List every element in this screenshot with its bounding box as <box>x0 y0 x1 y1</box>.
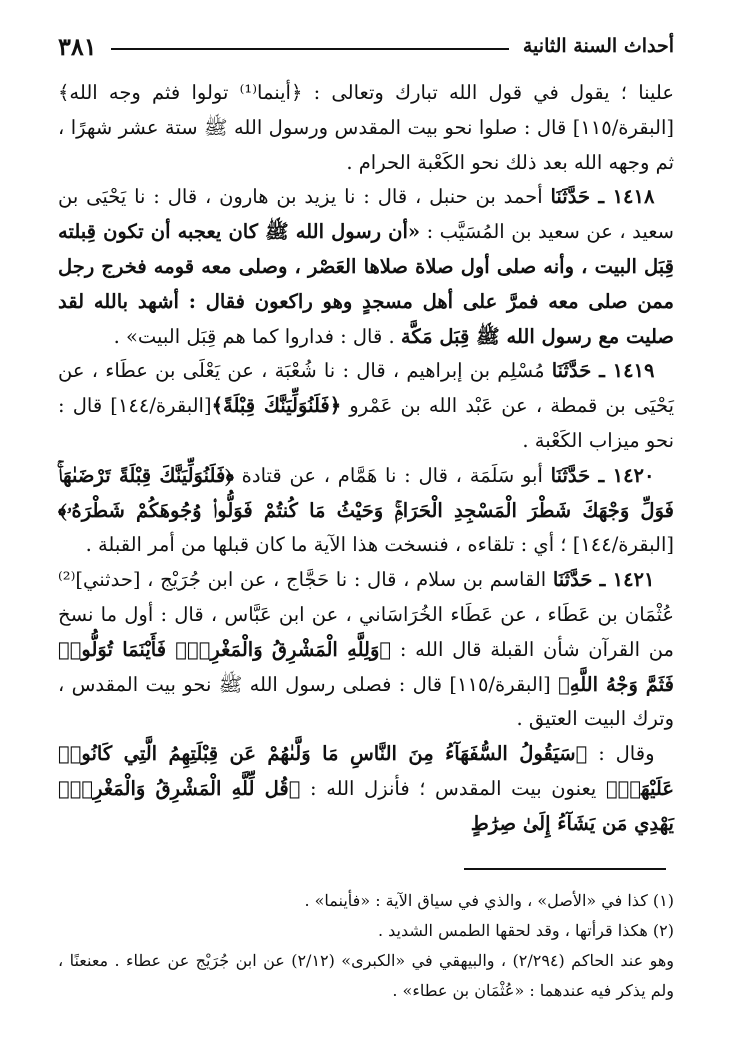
running-title: أحداث السنة الثانية <box>522 35 674 57</box>
hadith-text: وقال : <box>587 742 655 766</box>
hadith-isnad: أحمد بن حنبل ، قال : نا يزيد بن هارون ، قال : نا يَحْيَى بن سعيد ، عن سعيد بن المُسَيَّب : <box>58 185 674 244</box>
footnote-2-continued: وهو عند الحاكم (٢/٢٩٤) ، والبيهقي في «الكبرى» (٢/١٢) عن ابن جُرَيْج عن عطاء . معنعنًا ، ولم يذكر فيه عندهما : «عُثْمَان بن عطاء» . <box>58 951 674 1000</box>
footnotes <box>58 886 674 1006</box>
hadith-1421 <box>58 563 674 737</box>
quran-verse: ﴿فَلَنُوَلِّيَنَّكَ قِبْلَةً تَرْضَىٰهَاۚ فَوَلِّ وَجْهَكَ شَطْرَ الْمَسْجِدِ الْحَرَامِۚ وَحَيْثُ مَا كُنتُمْ فَوَلُّوا۟ وُجُوهَكُمْ شَطْرَهُۥ﴾ <box>58 463 674 522</box>
hadith-number: ١٤٢١ ـ حَدَّثَنَا <box>552 568 655 592</box>
footnote-2: (٢) هكذا قرأتها ، وقد لحقها الطمس الشديد . <box>377 921 674 940</box>
hadith-isnad: أبو سَلَمَة ، قال : نا هَمَّام ، عن قتادة <box>233 463 551 487</box>
quran-verse: ﴿وَلِلَّهِ الْمَشْرِقُ وَالْمَغْرِبُۚ فَأَيْنَمَا تُوَلُّوا۟ فَثَمَّ وَجْهُ اللَّهِ﴾ <box>58 637 674 696</box>
hadith-number: ١٤٢٠ ـ حَدَّثَنَا <box>550 463 655 487</box>
quran-verse: ﴿فَلَنُوَلِّيَنَّكَ قِبْلَةً﴾ <box>211 394 342 418</box>
hadith-matn: «أن رسول الله ﷺ كان يعجبه أن تكون قِبلته قِبَل البيت ، وأنه صلى أول صلاة صلاها العَصْر ، وصلى معه قومه فخرج رجل ممن صلى معه فمرَّ على أهل مسجدٍ وهو راكعون فقال : أشهد بالله لقد صليت مع رسول الله ﷺ قِبَل مَكَّة <box>58 220 674 348</box>
hadith-tail: . قال : فداروا كما هم قِبَل البيت» . <box>113 324 401 348</box>
quran-verse: ﴿سَيَقُولُ السُّفَهَآءُ مِنَ النَّاسِ مَا وَلَّىٰهُمْ عَن قِبْلَتِهِمُ الَّتِي كَانُوا۟ عَلَيْهَاۚ﴾ <box>58 742 675 800</box>
hadith-number: ١٤١٨ ـ حَدَّثَنَا <box>550 185 655 209</box>
page-number: ٣٨١ <box>58 31 97 61</box>
hadith-text: يعنون بيت المقدس ؛ فأنزل الله : <box>300 776 606 800</box>
hadith-isnad: مُسْلِم بن إبراهيم ، قال : نا شُعْبَة ، عن يَعْلَى بن عطَاء ، عن يَحْيَى بن قمطة ، عن عَبْد الله بن عَمْرو <box>58 359 674 418</box>
hadith-1419 <box>58 354 674 458</box>
hadith-1420 <box>58 459 674 563</box>
paragraph-continuation: علينا ؛ يقول في قول الله تبارك وتعالى : ﴿أينما⁽¹⁾ تولوا فثم وجه الله﴾ [البقرة/١١٥] قال : صلوا نحو بيت المقدس ورسول الله ﷺ ستة عشر شهرًا ، ثم وجهه الله بعد ذلك نحو الكَعْبة الحرام . <box>58 81 674 174</box>
header-rule <box>111 48 509 50</box>
main-text <box>58 76 674 842</box>
hadith-text: [البقرة/١١٥] قال : فصلى رسول الله ﷺ نحو بيت المقدس ، وترك البيت العتيق . <box>58 672 674 731</box>
quran-verse: ﴿قُل لِّلَّهِ الْمَشْرِقُ وَالْمَغْرِبُۚ يَهْدِي مَن يَشَآءُ إِلَىٰ صِرَٰطٍ <box>58 776 674 835</box>
hadith-number: ١٤١٩ ـ حَدَّثَنَا <box>551 359 655 383</box>
hadith-isnad: القاسم بن سلام ، قال : نا حَجَّاج ، عن ابن جُرَيْج ، [حدثني]⁽²⁾ عُثْمَان بن عَطَاء ، عن عَطَاء الخُرَاسَاني ، عن ابن عَبَّاس ، قال : أول ما نسخ من القرآن شأن القبلة قال الله : <box>58 568 674 661</box>
hadith-tail: [البقرة/١٤٤] ؛ أي : تلقاءه ، فنسخت هذا الآية ما كان قبلها من أمر القبلة . <box>85 533 674 557</box>
hadith-1421-continued <box>58 737 674 841</box>
page-header <box>58 28 674 64</box>
hadith-tail: [البقرة/١٤٤] قال : نحو ميزاب الكَعْبة . <box>58 394 674 452</box>
hadith-1418 <box>58 180 674 354</box>
footnote-1: (١) كذا في «الأصل» ، والذي في سياق الآية : «فأينما» . <box>304 891 674 910</box>
footnote-rule <box>464 868 666 870</box>
